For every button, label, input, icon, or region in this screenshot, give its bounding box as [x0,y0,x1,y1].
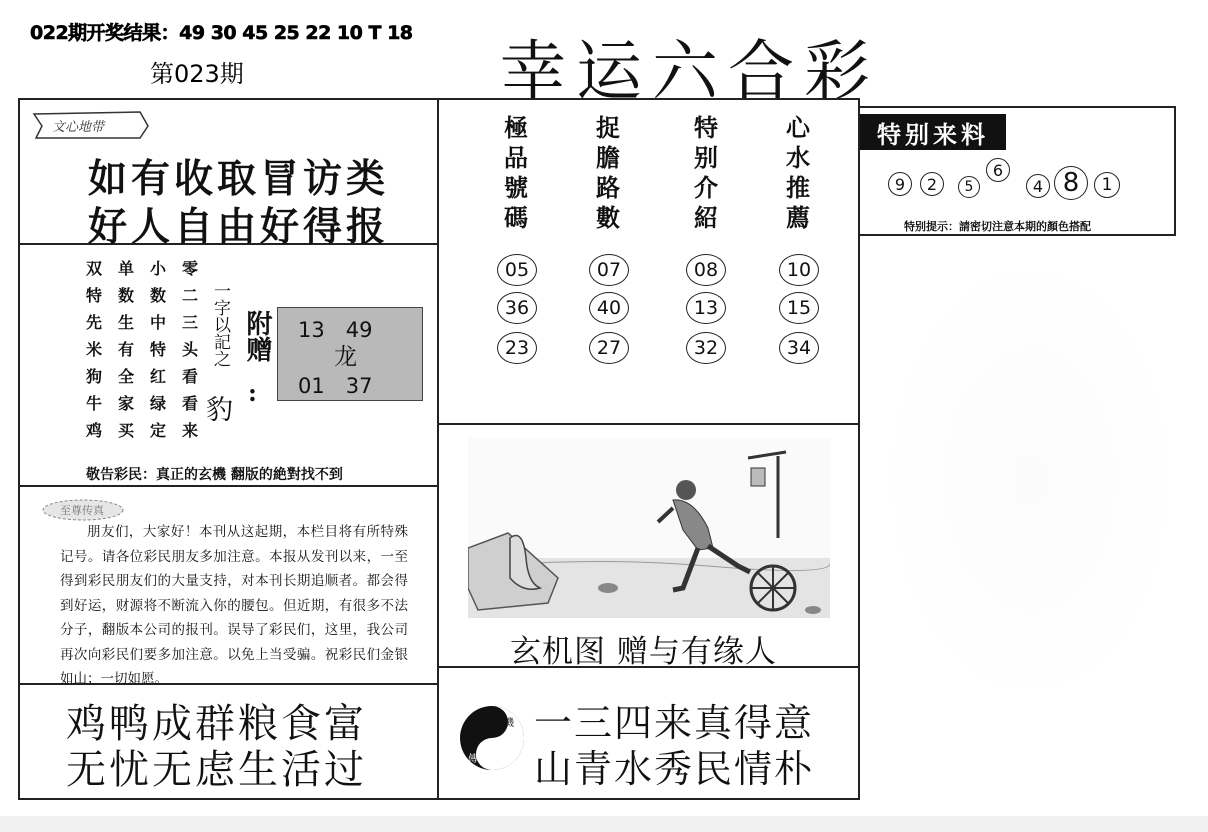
pick-title-char: 紹 [694,203,718,232]
pick-title-char: 號 [504,173,528,202]
special-number: 9 [888,172,912,196]
pick-title-char: 碼 [504,203,528,232]
pick-title-char: 别 [694,143,718,172]
pick-title-char: 捉 [596,113,620,142]
grid-cell: 红 [150,367,167,386]
grid-cell: 米 [86,340,103,359]
grid-cell: 特 [86,286,103,305]
pick-title-2 [596,113,620,233]
warning-text: 敬告彩民：真正的玄機 翻版的絶對找不到 [86,467,343,483]
gift-animal: 龙 [334,344,357,370]
section-tag [30,108,150,142]
special-number: 6 [986,158,1010,182]
pick-number: 27 [589,332,629,364]
grid-cell: 头 [182,340,199,359]
gift-colon: : [248,378,257,407]
grid-cell: 数 [150,286,167,305]
grid-cell: 牛 [86,394,103,413]
gift-box [277,307,423,401]
running-man-illustration [468,438,830,618]
grid-cell: 单 [118,259,135,278]
grid-cell: 定 [150,421,167,440]
pick-title-1 [504,113,528,233]
grid-cell: 数 [118,286,135,305]
background-shadow [880,250,1180,710]
pick-number: 23 [497,332,537,364]
gift-numbers-bottom: 01 37 [298,374,373,398]
grid-cell: 二 [182,286,199,305]
motto-line-1: 如有收取冒访类 [88,156,390,202]
poem-right-line-2: 山青水秀民情朴 [534,747,815,791]
grid-column-3 [150,255,166,444]
animal-char: 豹 [206,395,233,426]
results-line: 022期开奖结果：49 30 45 25 22 10 T 18 [30,22,413,44]
pick-title-char: 心 [786,113,810,142]
pick-title-char: 薦 [786,203,810,232]
special-title: 特别来料 [860,114,1006,150]
special-tip: 特别提示：請密切注意本期的顏色搭配 [904,220,1091,233]
gift-label: 附赠 [242,310,272,362]
pick-number: 13 [686,292,726,324]
left-divider-2 [18,485,438,487]
pick-number: 36 [497,292,537,324]
section-tag-label: 文心地带 [52,120,105,135]
riddle-picture [468,438,830,618]
grid-cell: 有 [118,340,135,359]
pick-title-char: 推 [786,173,810,202]
pick-title-char: 路 [596,173,620,202]
grid-cell: 看 [182,394,199,413]
grid-cell: 先 [86,313,103,332]
motto-line-2: 好人自由好得报 [88,204,390,250]
grid-cell: 双 [86,259,103,278]
grid-column-1 [86,255,102,444]
pick-title-char: 極 [504,113,528,142]
poem-left-line-1: 鸡鸭成群粮食富 [66,701,367,747]
pick-number: 05 [497,254,537,286]
grid-cell: 看 [182,367,199,386]
special-number: 4 [1026,174,1050,198]
grid-column-2 [118,255,134,444]
mid-divider-1 [437,423,860,425]
yin-yang-text-bottom: 傳奇 [468,754,488,765]
pick-number: 32 [686,332,726,364]
special-number: 8 [1054,166,1088,200]
pick-title-char: 品 [504,143,528,172]
vertical-note: 一字以記之 [210,282,230,367]
grid-cell: 绿 [150,394,167,413]
gift-numbers-top: 13 49 [298,318,373,342]
picture-caption: 玄机图 赠与有缘人 [510,634,777,670]
main-title: 幸运六合彩 [500,33,880,110]
pick-number: 08 [686,254,726,286]
pick-title-char: 水 [786,143,810,172]
pick-title-4 [786,113,810,233]
poem-right-line-1: 一三四来真得意 [534,701,815,745]
special-number: 5 [958,176,980,198]
pick-number: 40 [589,292,629,324]
pick-number: 34 [779,332,819,364]
grid-cell: 来 [182,421,199,440]
letter-tag-label: 至尊传真 [60,504,104,517]
yin-yang-text-top: 玄機 [494,718,514,729]
poem-left-line-2: 无忧无虑生活过 [66,747,367,793]
yin-yang-icon [458,704,526,772]
grid-column-4 [182,255,198,444]
pick-number: 07 [589,254,629,286]
grid-cell: 全 [118,367,135,386]
column-divider [437,98,439,800]
special-number: 2 [920,172,944,196]
special-numbers [888,158,1158,204]
bottom-strip [0,816,1208,832]
pick-title-char: 介 [694,173,718,202]
pick-number: 10 [779,254,819,286]
grid-cell: 鸡 [86,421,103,440]
pick-number: 15 [779,292,819,324]
grid-cell: 中 [150,313,167,332]
grid-cell: 小 [150,259,167,278]
pick-title-3 [694,113,718,233]
grid-cell: 买 [118,421,135,440]
grid-cell: 三 [182,313,199,332]
grid-cell: 家 [118,394,135,413]
grid-cell: 零 [182,259,199,278]
grid-cell: 生 [118,313,135,332]
special-number: 1 [1094,172,1120,198]
grid-cell: 狗 [86,367,103,386]
pick-title-char: 數 [596,203,620,232]
issue-number: 第023期 [150,60,244,88]
letter-paragraph: 朋友们，大家好！本刊从这起期，本栏目将有所特殊记号。请各位彩民朋友多加注意。本报从发刊以来，一至得到彩民朋友们的大量支持，对本刊长期追顺者。都会得到好运，财源将不断流入你的腰包。但近期，有很多不法分子，翻版本公司的报刊。误导了彩民们，这里，我公司再次向彩民们要多加注意。以免上当受骗。祝彩民们金银如山；一切如愿。 [60,524,408,687]
pick-title-char: 膽 [596,143,620,172]
grid-cell: 特 [150,340,167,359]
pick-title-char: 特 [694,113,718,142]
